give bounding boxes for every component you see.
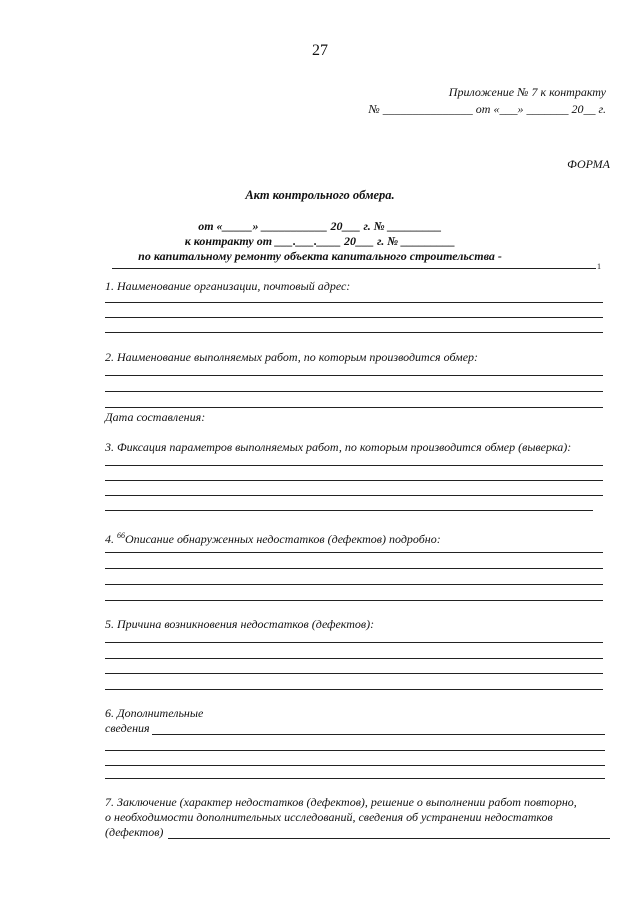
section-7-line3: (дефектов): [105, 825, 164, 839]
object-name-line: [112, 268, 596, 269]
fill-line: [105, 552, 603, 553]
section-2-label: 2. Наименование выполняемых работ, по которым производится обмер:: [105, 350, 479, 364]
section-7-line1: 7. Заключение (характер недостатков (дефектов), решение о выполнении работ повторно,: [105, 795, 577, 809]
footnote-mark: 1: [597, 262, 601, 271]
appendix-header: [368, 84, 606, 118]
fill-line: [105, 480, 603, 481]
fill-line: [105, 495, 603, 496]
fill-line: [105, 510, 593, 511]
page-number: 27: [312, 42, 328, 59]
section-6-label-cont: сведения: [105, 721, 150, 735]
section-4-label: [105, 528, 441, 547]
fill-line: [105, 642, 603, 643]
section-5-label: 5. Причина возникновения недостатков (дефектов):: [105, 617, 375, 631]
fill-line: [105, 375, 603, 376]
fill-line: [105, 750, 605, 751]
fill-line: [105, 689, 603, 690]
document-title: Акт контрольного обмера.: [245, 188, 395, 202]
appendix-line1: Приложение № 7 к контракту: [448, 85, 606, 99]
fill-line: [105, 465, 603, 466]
section-1-label: 1. Наименование организации, почтовый адрес:: [105, 279, 351, 293]
fill-line: [105, 568, 603, 569]
fill-line: [105, 584, 603, 585]
fill-line: [105, 332, 603, 333]
section-4-text: Описание обнаруженных недостатков (дефектов) подробно:: [125, 532, 441, 546]
fill-line: [152, 734, 605, 735]
appendix-line2: № _______________ от «___» _______ 20__ г.: [368, 102, 606, 116]
object-line: по капитальному ремонту объекта капитального строительства -: [138, 249, 502, 263]
act-date-line: от «_____» ___________ 20___ г. № _________: [198, 219, 442, 233]
fill-line: [105, 658, 603, 659]
section-7-line2: о необходимости дополнительных исследований, сведения об устранении недостатков: [105, 810, 553, 824]
fill-line: [105, 407, 603, 408]
section-3-label: 3. Фиксация параметров выполняемых работ, по которым производится обмер (выверка):: [105, 440, 572, 454]
fill-line: [105, 765, 605, 766]
fill-line: [105, 317, 603, 318]
section-4-number: 4.: [105, 532, 114, 546]
fill-line: [168, 838, 610, 839]
section-6-label: 6. Дополнительные: [105, 706, 204, 720]
fill-line: [105, 778, 605, 779]
date-composed-label: Дата составления:: [105, 410, 206, 424]
fill-line: [105, 673, 603, 674]
fill-line: [105, 302, 603, 303]
fill-line: [105, 391, 603, 392]
section-4-footnote: 66: [117, 531, 125, 540]
fill-line: [105, 600, 603, 601]
form-label: ФОРМА: [567, 157, 610, 171]
contract-line: к контракту от ___.___.____ 20___ г. № _________: [184, 234, 456, 248]
